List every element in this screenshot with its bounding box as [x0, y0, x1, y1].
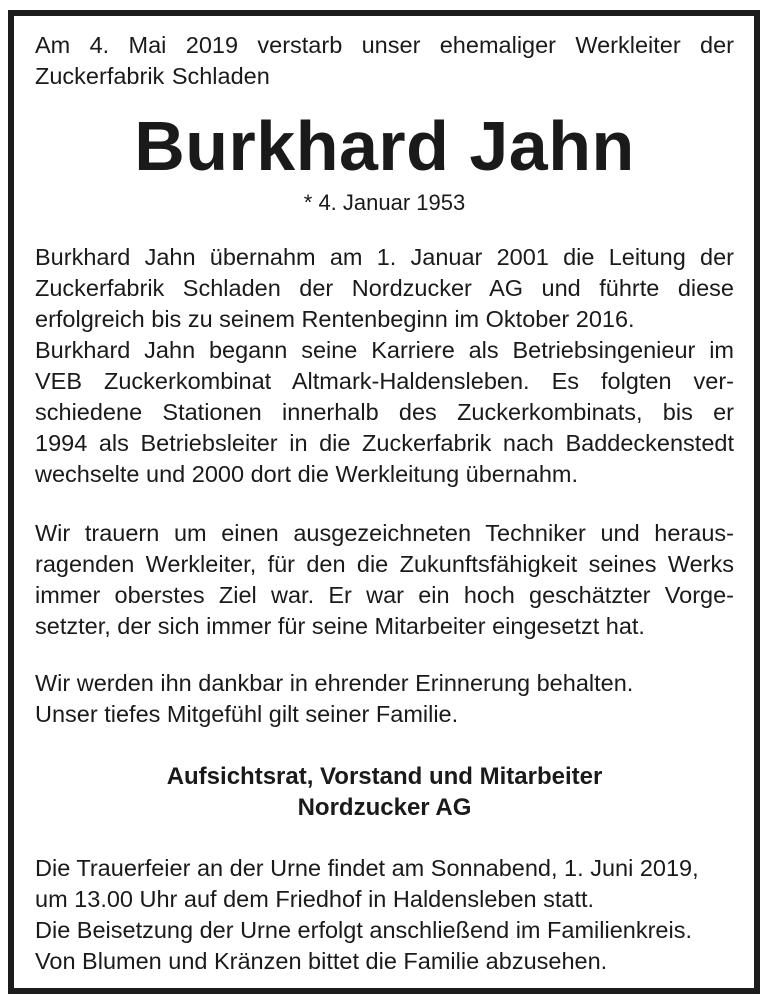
biography-line: Burkhard Jahn übernahm am 1. Januar 2001 die Leitung der	[35, 244, 734, 270]
mourning-line: Wir trauern um einen ausgezeichneten Techniker und heraus-	[35, 520, 734, 546]
signature-line-1: Aufsichtsrat, Vorstand und Mitarbeiter	[166, 763, 603, 790]
funeral-info-paragraph	[35, 853, 734, 977]
biography-line: VEB Zuckerkombinat Altmark-Haldensleben. Es folgten ver-	[35, 368, 734, 394]
funeral-line: Die Trauerfeier an der Urne findet am Sonnabend, 1. Juni 2019,	[35, 855, 699, 881]
signature-block	[35, 761, 734, 823]
biography-line: erfolgreich bis zu seinem Rentenbeginn im Oktober 2016.	[35, 306, 635, 332]
biography-line: 1994 als Betriebsleiter in die Zuckerfabrik nach Baddeckenstedt	[35, 430, 734, 456]
mourning-line: setzter, der sich immer für seine Mitarbeiter eingesetzt hat.	[35, 613, 645, 639]
thanks-line: Unser tiefes Mitgefühl gilt seiner Familie.	[35, 701, 459, 727]
biography-line: schiedene Stationen innerhalb des Zuckerkombinats, bis er	[35, 399, 734, 425]
birth-date: * 4. Januar 1953	[303, 190, 466, 215]
biography-line: Zuckerfabrik Schladen der Nordzucker AG und führte diese	[35, 275, 734, 301]
funeral-line: Die Beisetzung der Urne erfolgt anschließend im Familienkreis.	[35, 917, 692, 943]
funeral-line: Von Blumen und Kränzen bittet die Familie abzusehen.	[35, 948, 608, 974]
obituary-notice	[8, 10, 760, 994]
thanks-line: Wir werden ihn dankbar in ehrender Erinnerung behalten.	[35, 670, 634, 696]
mourning-line: ragenden Werkleiter, für den die Zukunftsfähigkeit seines Werks	[35, 551, 734, 577]
biography-line: wechselte und 2000 dort die Werkleitung übernahm.	[35, 461, 579, 487]
thanks-paragraph	[35, 668, 734, 730]
mourning-line: immer oberstes Ziel war. Er war ein hoch geschätzter Vorge-	[35, 582, 734, 608]
biography-line: Burkhard Jahn begann seine Karriere als Betriebsingenieur im	[35, 337, 734, 363]
obituary-content	[35, 30, 734, 977]
biography-paragraph	[35, 242, 734, 490]
signature-line-2: Nordzucker AG	[297, 794, 472, 821]
deceased-name: Burkhard Jahn	[134, 107, 635, 185]
mourning-paragraph	[35, 518, 734, 642]
funeral-line: um 13.00 Uhr auf dem Friedhof in Haldensleben statt.	[35, 886, 595, 912]
intro-text: Am 4. Mai 2019 verstarb unser ehemaliger Werkleiter der Zuckerfabrik Schladen	[35, 32, 734, 89]
